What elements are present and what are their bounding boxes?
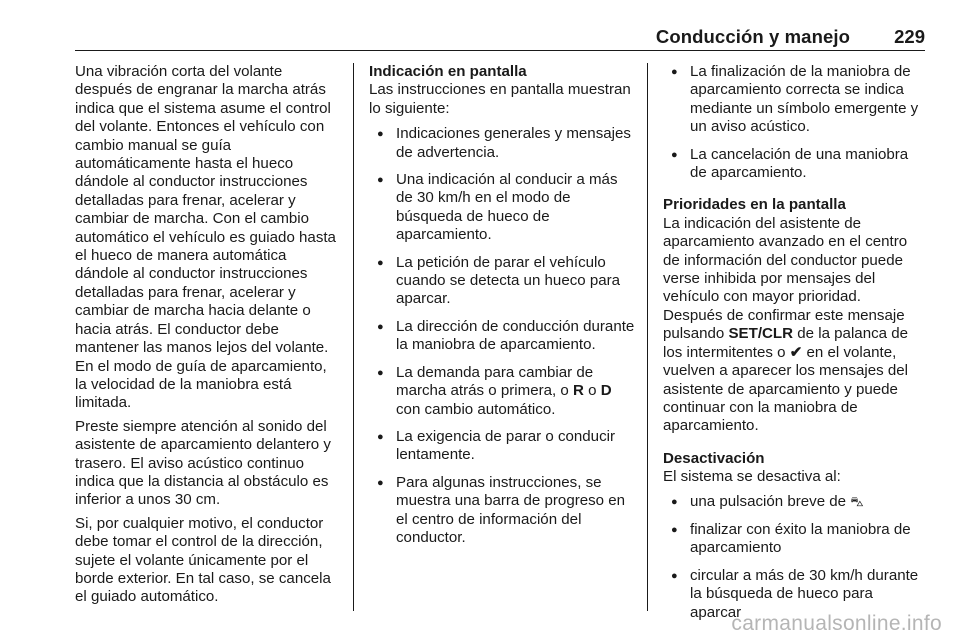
section-heading-deactivation: Desactivación: [663, 449, 765, 467]
header-title: Conducción y manejo: [655, 26, 850, 47]
list-item: ● circular a más de 30 km/h durante la búsqueda de hueco para aparcar: [663, 567, 925, 622]
column-left: [75, 63, 341, 612]
text: La demanda para cambiar de marcha atrás o primera, o: [396, 363, 594, 400]
list-item: ● Para algunas instrucciones, se muestra una barra de progreso en el centro de información del conductor.: [369, 474, 635, 548]
section-heading-priorities: Prioridades en la pantalla: [663, 196, 846, 214]
list-item: ● La cancelación de una maniobra de aparcamiento.: [663, 146, 925, 183]
page-header: [75, 22, 925, 51]
list-item: ● Indicaciones generales y mensajes de advertencia.: [369, 125, 635, 162]
deactivation-list: [663, 493, 925, 622]
list-item: ● La exigencia de parar o conducir lentamente.: [369, 428, 635, 465]
check-icon: ✔: [789, 343, 803, 361]
watermark: carmanualsonline.info: [731, 612, 942, 635]
parking-assist-icon: ⛍: [850, 494, 864, 510]
list-item: ● finalizar con éxito la maniobra de aparcamiento: [663, 521, 925, 558]
text: con cambio automático.: [396, 400, 556, 418]
list-item: ● La petición de parar el vehículo cuando se detecta un hueco para aparcar.: [369, 254, 635, 309]
display-instructions-list-continued: [663, 63, 925, 182]
paragraph: Una vibración corta del volante después de engranar la marcha atrás indica que el sistema asume el control del volante. Entonces el vehículo con cambio manual se guía automáticamente hasta el hueco dándole al conductor instrucciones detalladas para frenar, acelerar y cambiar de marcha. Con el cambio automático el vehículo es guiado hasta el hueco de manera automática dándole al conductor instrucciones detalladas para frenar, acelerar y cambiar de marcha hacia delante o hacia atrás. El conductor debe mantener las manos lejos del volante. En el modo de guía de aparcamiento, la velocidad de la maniobra está limitada.: [75, 63, 336, 412]
gear-d-label: D: [600, 382, 612, 400]
text: de la palanca de los intermitentes o: [663, 325, 909, 361]
text: o: [583, 382, 601, 400]
list-item: ● La dirección de conducción durante la maniobra de aparcamiento.: [369, 318, 635, 355]
display-instructions-list: [369, 125, 635, 547]
list-item: [663, 493, 925, 512]
text: en el volante, vuelven a aparecer los mensajes del asistente de aparcamiento y puede continuar con la maniobra de aparcamiento.: [663, 343, 908, 435]
column-divider: [647, 63, 648, 611]
page-number: 229: [894, 26, 925, 47]
paragraph: Si, por cualquier motivo, el conductor debe tomar el control de la dirección, sujete el volante únicamente por el borde exterior. En tal caso, se cancela el guiado automático.: [75, 514, 331, 606]
column-right: [663, 63, 925, 631]
section-heading-display: Indicación en pantalla: [369, 63, 527, 80]
set-clr-key-label: SET/CLR: [728, 325, 794, 343]
list-item: ● La finalización de la maniobra de aparcamiento correcta se indica mediante un símbolo emergente y un aviso acústico.: [663, 63, 925, 137]
text: una pulsación breve de: [690, 492, 851, 510]
section-intro: El sistema se desactiva al:: [663, 468, 841, 486]
paragraph: Preste siempre atención al sonido del asistente de aparcamiento delantero y trasero. El aviso acústico continuo indica que la distancia al obstáculo es inferior a unos 30 cm.: [75, 417, 331, 509]
paragraph: La indicación del asistente de aparcamiento avanzado en el centro de información del conductor puede verse inhibida por mensajes del vehículo con mayor prioridad.: [663, 214, 908, 306]
text: Después de confirmar este mensaje pulsando: [663, 306, 905, 343]
section-intro: Las instrucciones en pantalla muestran lo siguiente:: [369, 81, 631, 117]
paragraph: [663, 307, 925, 436]
gear-r-label: R: [573, 382, 584, 400]
list-item: [369, 364, 635, 419]
column-divider: [353, 63, 354, 611]
list-item: ● Una indicación al conducir a más de 30 km/h en el modo de búsqueda de hueco de aparcamiento.: [369, 171, 635, 245]
column-middle: [369, 63, 635, 556]
